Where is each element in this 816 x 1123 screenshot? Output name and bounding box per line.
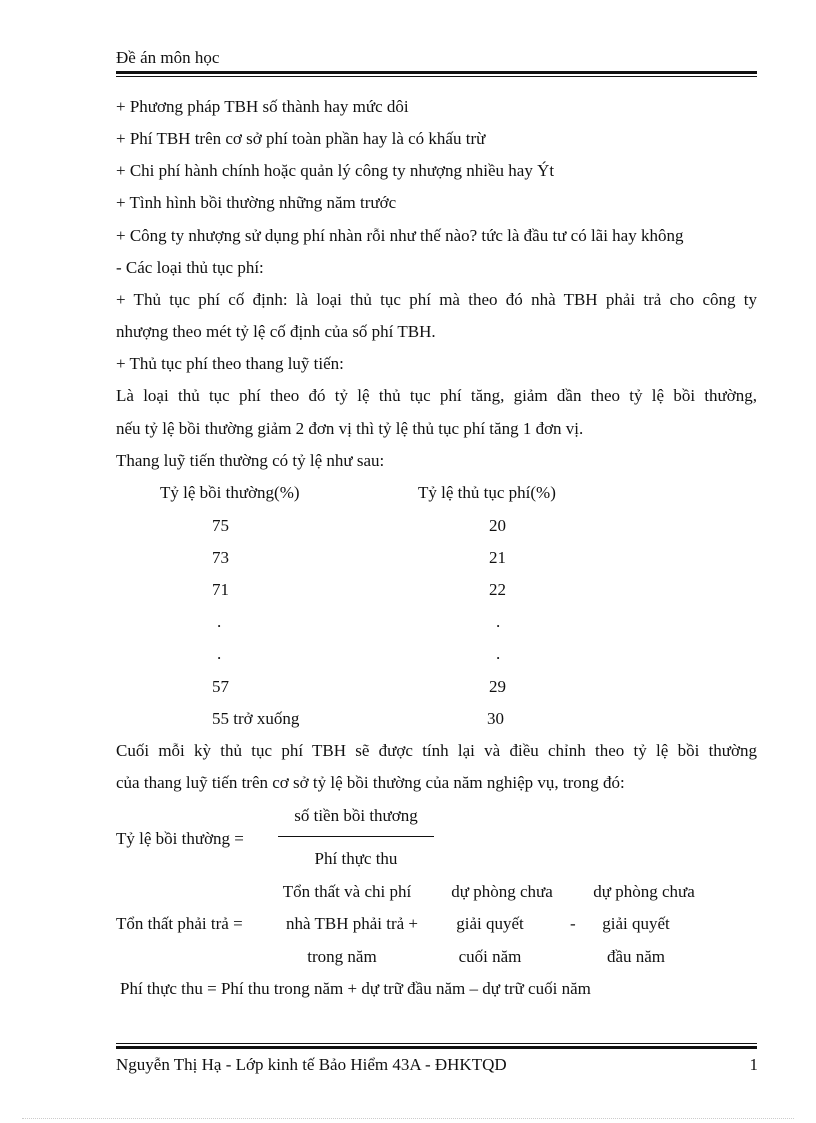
table-cell: . — [496, 612, 501, 631]
footer-rule-thick — [116, 1046, 757, 1049]
table-cell: 20 — [489, 516, 506, 535]
body-line: + Thủ tục phí theo thang luỹ tiến: — [116, 354, 344, 373]
table-cell: 75 — [212, 516, 229, 535]
formula2-col2: dự phòng chưa — [451, 882, 553, 901]
table-cell: . — [217, 612, 222, 631]
body-line: + Thủ tục phí cố định: là loại thủ tục phí mà theo đó nhà TBH phải trả cho công ty — [116, 290, 757, 309]
formula2-col1: trong năm — [307, 947, 377, 966]
table-cell: . — [217, 644, 222, 663]
fraction-bar — [278, 836, 434, 837]
formula2-col3: dự phòng chưa — [593, 882, 695, 901]
formula2-col1: nhà TBH phải trả + — [285, 914, 419, 933]
body-line: + Tình hình bồi thường những năm trước — [116, 193, 397, 212]
formula1-denominator: Phí thực thu — [314, 849, 398, 868]
page-number: 1 — [749, 1055, 758, 1074]
body-line: + Chi phí hành chính hoặc quản lý công ty nhượng nhiều hay Ýt — [116, 161, 555, 180]
formula2-col2: giải quyết — [456, 914, 524, 933]
table-cell: 21 — [489, 548, 506, 567]
formula2-label: Tổn thất phải trả = — [116, 914, 243, 933]
body-line: của thang luỹ tiến trên cơ sở tỷ lệ bồi thường của năm nghiệp vụ, trong đó: — [116, 773, 625, 792]
table-header-claims-ratio: Tỷ lệ bồi thường(%) — [160, 483, 300, 502]
header-rule-thick — [116, 71, 757, 74]
formula1-numerator: số tiền bồi thương — [294, 806, 418, 825]
table-cell: 71 — [212, 580, 229, 599]
table-cell: 57 — [212, 677, 229, 696]
body-line: nhượng theo mét tỷ lệ cố định của số phí TBH. — [116, 322, 436, 341]
footer-text: Nguyễn Thị Hạ - Lớp kinh tế Bảo Hiểm 43A - ĐHKTQD — [116, 1055, 507, 1074]
formula2-col2: cuối năm — [458, 947, 522, 966]
header-rule-thin — [116, 76, 757, 77]
table-cell: 22 — [489, 580, 506, 599]
body-line: Là loại thủ tục phí theo đó tỷ lệ thủ tục phí tăng, giảm dần theo tỷ lệ bồi thường, — [116, 386, 757, 405]
footer-rule-thin — [116, 1043, 757, 1044]
table-cell: 73 — [212, 548, 229, 567]
body-line: Cuối mỗi kỳ thủ tục phí TBH sẽ được tính lại và điều chỉnh theo tỷ lệ bồi thường — [116, 741, 757, 760]
body-line: nếu tỷ lệ bồi thường giảm 2 đơn vị thì tỷ lệ thủ tục phí tăng 1 đơn vị. — [116, 419, 584, 438]
table-cell: 30 — [487, 709, 504, 728]
body-line: - Các loại thủ tục phí: — [116, 258, 264, 277]
header-title: Đề án môn học — [116, 48, 220, 67]
formula2-minus: - — [570, 914, 576, 933]
page-edge-divider — [22, 1118, 794, 1119]
table-header-commission-ratio: Tỷ lệ thủ tục phí(%) — [418, 483, 556, 502]
formula2-col3: đầu năm — [606, 947, 666, 966]
formula3: Phí thực thu = Phí thu trong năm + dự trữ đầu năm – dự trữ cuối năm — [120, 979, 591, 998]
body-line: Thang luỹ tiến thường có tỷ lệ như sau: — [116, 451, 385, 470]
table-cell: 55 trở xuống — [212, 709, 300, 728]
table-cell: 29 — [489, 677, 506, 696]
formula2-col3: giải quyết — [602, 914, 670, 933]
body-line: + Phí TBH trên cơ sở phí toàn phần hay là có khấu trừ — [116, 129, 486, 148]
formula1-label: Tỷ lệ bồi thường = — [116, 829, 244, 848]
body-line: + Công ty nhượng sử dụng phí nhàn rỗi như thế nào? tức là đầu tư có lãi hay không — [116, 226, 684, 245]
formula2-col1: Tổn thất và chi phí — [282, 882, 412, 901]
table-cell: . — [496, 644, 501, 663]
body-line: + Phương pháp TBH số thành hay mức dôi — [116, 97, 409, 116]
